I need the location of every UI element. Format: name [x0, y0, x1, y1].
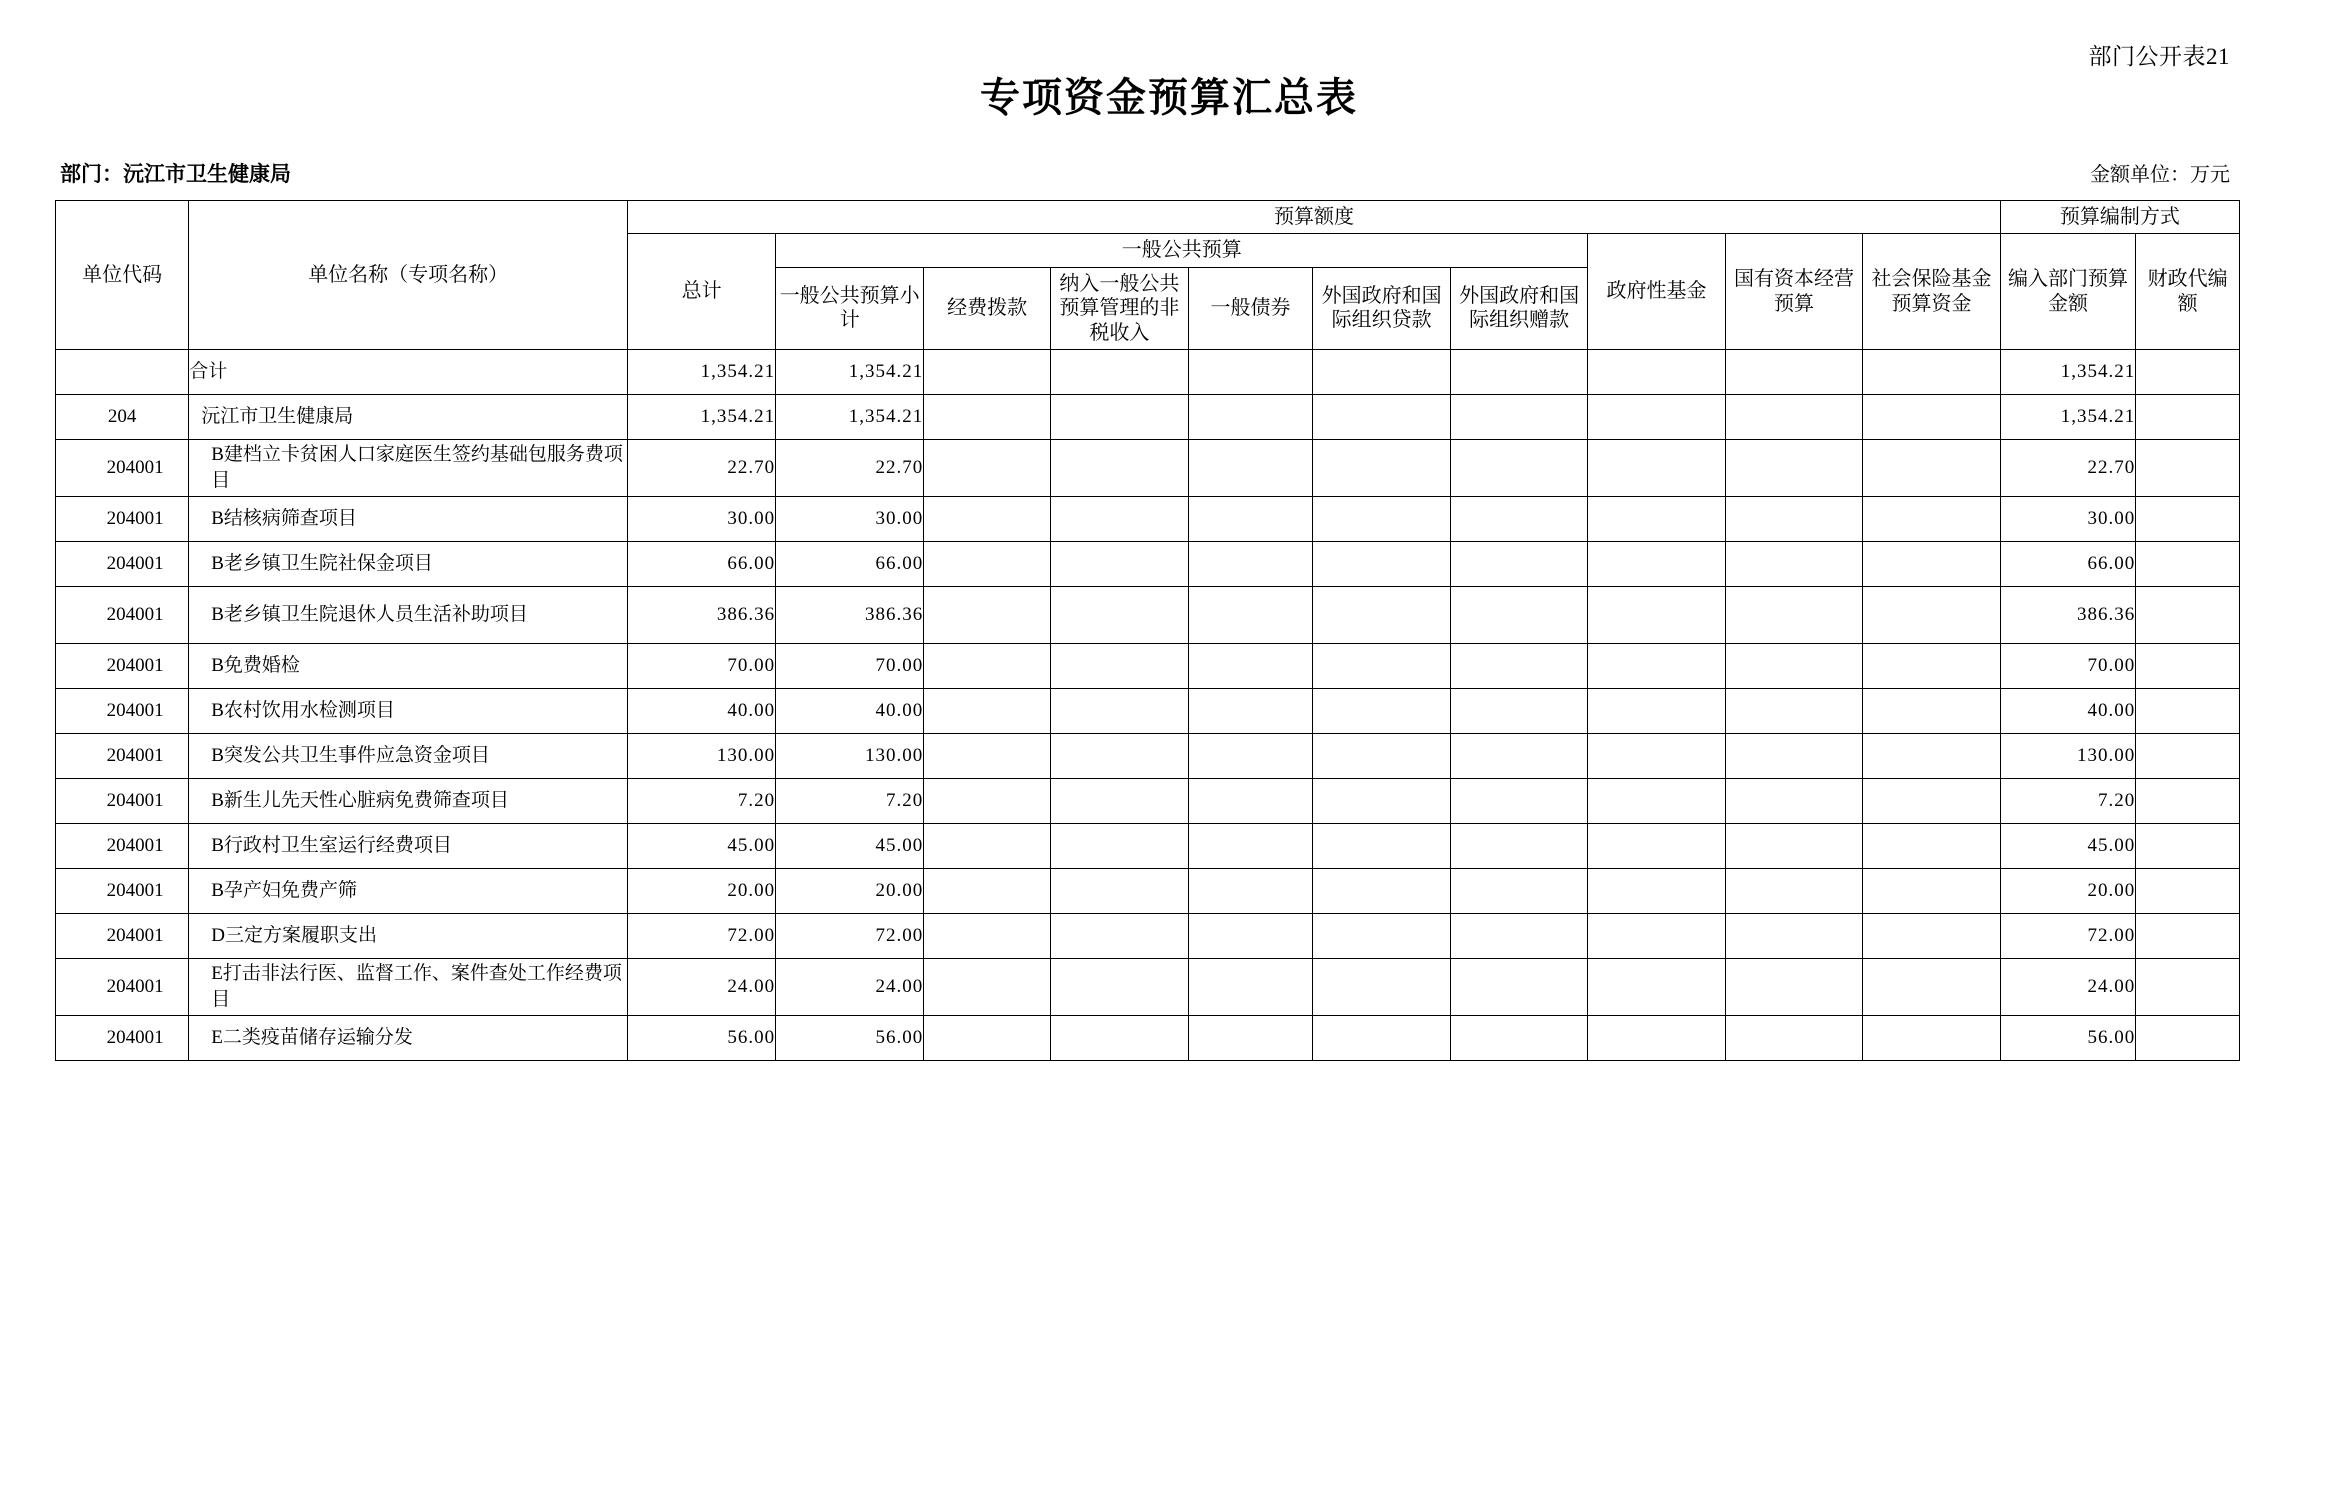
cell-non-tax-income	[1051, 868, 1188, 913]
cell-gov-fund	[1588, 439, 1725, 496]
cell-state-capital	[1725, 958, 1862, 1015]
cell-funding-appropriation	[924, 868, 1051, 913]
cell-unit-name: B行政村卫生室运行经费项目	[189, 823, 628, 868]
table-row	[56, 823, 2240, 868]
cell-unit-name: 沅江市卫生健康局	[189, 394, 628, 439]
cell-general-public-subtotal: 1,354.21	[776, 394, 924, 439]
cell-total: 130.00	[628, 733, 776, 778]
cell-total: 1,354.21	[628, 349, 776, 394]
table-row	[56, 394, 2240, 439]
cell-included-dept-budget: 386.36	[2000, 586, 2135, 643]
cell-funding-appropriation	[924, 541, 1051, 586]
cell-general-bonds	[1188, 868, 1313, 913]
cell-non-tax-income	[1051, 349, 1188, 394]
header-row-1	[56, 201, 2240, 234]
cell-included-dept-budget: 22.70	[2000, 439, 2135, 496]
cell-unit-code: 204001	[56, 823, 189, 868]
cell-social-insurance	[1863, 868, 2001, 913]
table-row	[56, 913, 2240, 958]
cell-finance-substitute	[2136, 643, 2240, 688]
cell-foreign-gov-loans	[1313, 1015, 1450, 1060]
cell-non-tax-income	[1051, 913, 1188, 958]
cell-social-insurance	[1863, 1015, 2001, 1060]
cell-unit-name: B孕产妇免费产筛	[189, 868, 628, 913]
cell-general-public-subtotal: 386.36	[776, 586, 924, 643]
cell-state-capital	[1725, 439, 1862, 496]
cell-state-capital	[1725, 394, 1862, 439]
cell-unit-code: 204001	[56, 1015, 189, 1060]
cell-unit-name: E打击非法行医、监督工作、案件查处工作经费项目	[189, 958, 628, 1015]
cell-unit-code: 204001	[56, 496, 189, 541]
cell-non-tax-income	[1051, 778, 1188, 823]
cell-general-bonds	[1188, 349, 1313, 394]
cell-finance-substitute	[2136, 394, 2240, 439]
cell-non-tax-income	[1051, 958, 1188, 1015]
cell-general-bonds	[1188, 823, 1313, 868]
cell-general-public-subtotal: 22.70	[776, 439, 924, 496]
cell-unit-code: 204	[56, 394, 189, 439]
cell-state-capital	[1725, 913, 1862, 958]
cell-funding-appropriation	[924, 496, 1051, 541]
cell-included-dept-budget: 7.20	[2000, 778, 2135, 823]
cell-total: 30.00	[628, 496, 776, 541]
cell-included-dept-budget: 30.00	[2000, 496, 2135, 541]
table-row	[56, 958, 2240, 1015]
cell-foreign-gov-grants	[1450, 394, 1587, 439]
cell-foreign-gov-loans	[1313, 496, 1450, 541]
cell-state-capital	[1725, 643, 1862, 688]
cell-unit-code	[56, 349, 189, 394]
cell-included-dept-budget: 20.00	[2000, 868, 2135, 913]
currency-unit-label: 金额单位：万元	[2090, 164, 2230, 186]
cell-gov-fund	[1588, 958, 1725, 1015]
cell-general-public-subtotal: 30.00	[776, 496, 924, 541]
table-row	[56, 643, 2240, 688]
cell-state-capital	[1725, 868, 1862, 913]
th-unit-name: 单位名称（专项名称）	[189, 201, 628, 350]
cell-non-tax-income	[1051, 733, 1188, 778]
cell-general-public-subtotal: 56.00	[776, 1015, 924, 1060]
cell-non-tax-income	[1051, 823, 1188, 868]
cell-included-dept-budget: 130.00	[2000, 733, 2135, 778]
cell-gov-fund	[1588, 1015, 1725, 1060]
th-foreign-gov-loans: 外国政府和国际组织贷款	[1313, 267, 1450, 349]
cell-funding-appropriation	[924, 823, 1051, 868]
cell-state-capital	[1725, 1015, 1862, 1060]
cell-gov-fund	[1588, 868, 1725, 913]
cell-total: 70.00	[628, 643, 776, 688]
cell-included-dept-budget: 70.00	[2000, 643, 2135, 688]
th-social-insurance: 社会保险基金预算资金	[1863, 234, 2001, 350]
th-general-public-subtotal: 一般公共预算小计	[776, 267, 924, 349]
cell-general-public-subtotal: 45.00	[776, 823, 924, 868]
cell-total: 1,354.21	[628, 394, 776, 439]
cell-non-tax-income	[1051, 541, 1188, 586]
cell-general-bonds	[1188, 541, 1313, 586]
cell-gov-fund	[1588, 349, 1725, 394]
cell-foreign-gov-grants	[1450, 868, 1587, 913]
th-gov-fund: 政府性基金	[1588, 234, 1725, 350]
cell-finance-substitute	[2136, 823, 2240, 868]
cell-gov-fund	[1588, 913, 1725, 958]
cell-social-insurance	[1863, 733, 2001, 778]
cell-foreign-gov-loans	[1313, 643, 1450, 688]
cell-unit-code: 204001	[56, 643, 189, 688]
cell-general-bonds	[1188, 778, 1313, 823]
cell-state-capital	[1725, 541, 1862, 586]
cell-foreign-gov-loans	[1313, 958, 1450, 1015]
cell-foreign-gov-grants	[1450, 541, 1587, 586]
cell-total: 386.36	[628, 586, 776, 643]
cell-general-public-subtotal: 1,354.21	[776, 349, 924, 394]
cell-social-insurance	[1863, 496, 2001, 541]
cell-unit-name: E二类疫苗储存运输分发	[189, 1015, 628, 1060]
cell-social-insurance	[1863, 349, 2001, 394]
meta-row	[55, 158, 2283, 188]
cell-finance-substitute	[2136, 439, 2240, 496]
cell-social-insurance	[1863, 586, 2001, 643]
cell-unit-code: 204001	[56, 868, 189, 913]
cell-non-tax-income	[1051, 394, 1188, 439]
cell-social-insurance	[1863, 643, 2001, 688]
cell-total: 45.00	[628, 823, 776, 868]
cell-funding-appropriation	[924, 733, 1051, 778]
cell-total: 22.70	[628, 439, 776, 496]
cell-social-insurance	[1863, 394, 2001, 439]
cell-social-insurance	[1863, 778, 2001, 823]
cell-included-dept-budget: 24.00	[2000, 958, 2135, 1015]
cell-foreign-gov-loans	[1313, 823, 1450, 868]
cell-non-tax-income	[1051, 1015, 1188, 1060]
cell-finance-substitute	[2136, 778, 2240, 823]
cell-foreign-gov-grants	[1450, 778, 1587, 823]
cell-general-public-subtotal: 24.00	[776, 958, 924, 1015]
cell-unit-code: 204001	[56, 958, 189, 1015]
form-number-label: 部门公开表21	[2088, 44, 2230, 69]
cell-unit-name: B免费婚检	[189, 643, 628, 688]
th-state-capital: 国有资本经营预算	[1725, 234, 1862, 350]
cell-gov-fund	[1588, 688, 1725, 733]
th-budget-amount-group: 预算额度	[628, 201, 2001, 234]
cell-gov-fund	[1588, 823, 1725, 868]
cell-finance-substitute	[2136, 913, 2240, 958]
table-row	[56, 868, 2240, 913]
th-non-tax-income: 纳入一般公共预算管理的非税收入	[1051, 267, 1188, 349]
cell-funding-appropriation	[924, 439, 1051, 496]
cell-gov-fund	[1588, 778, 1725, 823]
cell-non-tax-income	[1051, 688, 1188, 733]
cell-foreign-gov-loans	[1313, 439, 1450, 496]
cell-unit-name: B老乡镇卫生院社保金项目	[189, 541, 628, 586]
cell-state-capital	[1725, 733, 1862, 778]
cell-general-public-subtotal: 70.00	[776, 643, 924, 688]
cell-included-dept-budget: 40.00	[2000, 688, 2135, 733]
cell-general-bonds	[1188, 496, 1313, 541]
th-general-public-budget-group: 一般公共预算	[776, 234, 1588, 267]
cell-included-dept-budget: 1,354.21	[2000, 349, 2135, 394]
cell-unit-code: 204001	[56, 586, 189, 643]
cell-total: 56.00	[628, 1015, 776, 1060]
page-title: 专项资金预算汇总表	[980, 75, 1358, 120]
cell-non-tax-income	[1051, 643, 1188, 688]
cell-finance-substitute	[2136, 688, 2240, 733]
cell-funding-appropriation	[924, 778, 1051, 823]
cell-foreign-gov-loans	[1313, 868, 1450, 913]
th-included-dept-budget: 编入部门预算金额	[2000, 234, 2135, 350]
cell-non-tax-income	[1051, 439, 1188, 496]
table-row	[56, 1015, 2240, 1060]
table-row	[56, 688, 2240, 733]
cell-funding-appropriation	[924, 349, 1051, 394]
th-total: 总计	[628, 234, 776, 350]
cell-funding-appropriation	[924, 394, 1051, 439]
cell-general-bonds	[1188, 688, 1313, 733]
cell-foreign-gov-grants	[1450, 913, 1587, 958]
table-row	[56, 349, 2240, 394]
cell-general-bonds	[1188, 958, 1313, 1015]
cell-general-bonds	[1188, 1015, 1313, 1060]
cell-unit-code: 204001	[56, 778, 189, 823]
th-funding-appropriation: 经费拨款	[924, 267, 1051, 349]
table-row	[56, 586, 2240, 643]
cell-unit-code: 204001	[56, 733, 189, 778]
cell-unit-name: B新生儿先天性心脏病免费筛查项目	[189, 778, 628, 823]
budget-table	[55, 200, 2240, 1061]
cell-foreign-gov-grants	[1450, 688, 1587, 733]
cell-finance-substitute	[2136, 733, 2240, 778]
cell-finance-substitute	[2136, 541, 2240, 586]
cell-foreign-gov-grants	[1450, 958, 1587, 1015]
cell-finance-substitute	[2136, 1015, 2240, 1060]
cell-general-bonds	[1188, 394, 1313, 439]
cell-foreign-gov-loans	[1313, 778, 1450, 823]
cell-unit-name: 合计	[189, 349, 628, 394]
table-row	[56, 733, 2240, 778]
cell-general-public-subtotal: 130.00	[776, 733, 924, 778]
cell-unit-code: 204001	[56, 913, 189, 958]
cell-foreign-gov-grants	[1450, 1015, 1587, 1060]
cell-finance-substitute	[2136, 868, 2240, 913]
cell-general-public-subtotal: 66.00	[776, 541, 924, 586]
cell-funding-appropriation	[924, 958, 1051, 1015]
cell-gov-fund	[1588, 394, 1725, 439]
cell-foreign-gov-grants	[1450, 733, 1587, 778]
cell-foreign-gov-loans	[1313, 586, 1450, 643]
cell-non-tax-income	[1051, 496, 1188, 541]
cell-unit-name: B结核病筛查项目	[189, 496, 628, 541]
th-foreign-gov-grants: 外国政府和国际组织赠款	[1450, 267, 1587, 349]
cell-state-capital	[1725, 586, 1862, 643]
cell-total: 24.00	[628, 958, 776, 1015]
cell-total: 72.00	[628, 913, 776, 958]
cell-unit-name: D三定方案履职支出	[189, 913, 628, 958]
cell-unit-name: B农村饮用水检测项目	[189, 688, 628, 733]
cell-non-tax-income	[1051, 586, 1188, 643]
table-row	[56, 496, 2240, 541]
cell-state-capital	[1725, 823, 1862, 868]
cell-included-dept-budget: 66.00	[2000, 541, 2135, 586]
cell-gov-fund	[1588, 541, 1725, 586]
cell-gov-fund	[1588, 586, 1725, 643]
cell-general-bonds	[1188, 586, 1313, 643]
cell-included-dept-budget: 72.00	[2000, 913, 2135, 958]
cell-finance-substitute	[2136, 586, 2240, 643]
table-body	[56, 349, 2240, 1060]
cell-funding-appropriation	[924, 586, 1051, 643]
cell-unit-code: 204001	[56, 439, 189, 496]
cell-state-capital	[1725, 778, 1862, 823]
cell-foreign-gov-grants	[1450, 439, 1587, 496]
cell-finance-substitute	[2136, 496, 2240, 541]
cell-general-bonds	[1188, 643, 1313, 688]
cell-social-insurance	[1863, 688, 2001, 733]
th-finance-substitute: 财政代编额	[2136, 234, 2240, 350]
cell-finance-substitute	[2136, 349, 2240, 394]
th-general-bonds: 一般债券	[1188, 267, 1313, 349]
cell-unit-code: 204001	[56, 541, 189, 586]
cell-unit-name: B老乡镇卫生院退休人员生活补助项目	[189, 586, 628, 643]
cell-funding-appropriation	[924, 1015, 1051, 1060]
cell-total: 66.00	[628, 541, 776, 586]
cell-foreign-gov-grants	[1450, 496, 1587, 541]
cell-general-bonds	[1188, 913, 1313, 958]
cell-unit-code: 204001	[56, 688, 189, 733]
cell-state-capital	[1725, 496, 1862, 541]
cell-state-capital	[1725, 349, 1862, 394]
cell-unit-name: B突发公共卫生事件应急资金项目	[189, 733, 628, 778]
cell-general-bonds	[1188, 439, 1313, 496]
cell-funding-appropriation	[924, 643, 1051, 688]
th-budget-method-group: 预算编制方式	[2000, 201, 2239, 234]
cell-foreign-gov-grants	[1450, 643, 1587, 688]
cell-foreign-gov-loans	[1313, 394, 1450, 439]
cell-included-dept-budget: 1,354.21	[2000, 394, 2135, 439]
department-label: 部门：沅江市卫生健康局	[60, 162, 291, 186]
cell-included-dept-budget: 45.00	[2000, 823, 2135, 868]
cell-general-public-subtotal: 40.00	[776, 688, 924, 733]
cell-foreign-gov-loans	[1313, 733, 1450, 778]
cell-foreign-gov-grants	[1450, 823, 1587, 868]
cell-foreign-gov-loans	[1313, 541, 1450, 586]
cell-gov-fund	[1588, 496, 1725, 541]
cell-included-dept-budget: 56.00	[2000, 1015, 2135, 1060]
cell-social-insurance	[1863, 913, 2001, 958]
cell-foreign-gov-loans	[1313, 913, 1450, 958]
cell-gov-fund	[1588, 643, 1725, 688]
cell-general-public-subtotal: 72.00	[776, 913, 924, 958]
table-row	[56, 439, 2240, 496]
cell-funding-appropriation	[924, 688, 1051, 733]
cell-total: 20.00	[628, 868, 776, 913]
cell-foreign-gov-loans	[1313, 688, 1450, 733]
cell-social-insurance	[1863, 823, 2001, 868]
cell-social-insurance	[1863, 958, 2001, 1015]
table-row	[56, 541, 2240, 586]
cell-foreign-gov-grants	[1450, 586, 1587, 643]
cell-state-capital	[1725, 688, 1862, 733]
cell-general-bonds	[1188, 733, 1313, 778]
table-head	[56, 201, 2240, 350]
cell-general-public-subtotal: 20.00	[776, 868, 924, 913]
cell-total: 40.00	[628, 688, 776, 733]
cell-foreign-gov-loans	[1313, 349, 1450, 394]
th-unit-code: 单位代码	[56, 201, 189, 350]
table-row	[56, 778, 2240, 823]
cell-finance-substitute	[2136, 958, 2240, 1015]
cell-unit-name: B建档立卡贫困人口家庭医生签约基础包服务费项目	[189, 439, 628, 496]
cell-gov-fund	[1588, 733, 1725, 778]
cell-total: 7.20	[628, 778, 776, 823]
cell-social-insurance	[1863, 439, 2001, 496]
cell-social-insurance	[1863, 541, 2001, 586]
cell-funding-appropriation	[924, 913, 1051, 958]
cell-general-public-subtotal: 7.20	[776, 778, 924, 823]
cell-foreign-gov-grants	[1450, 349, 1587, 394]
